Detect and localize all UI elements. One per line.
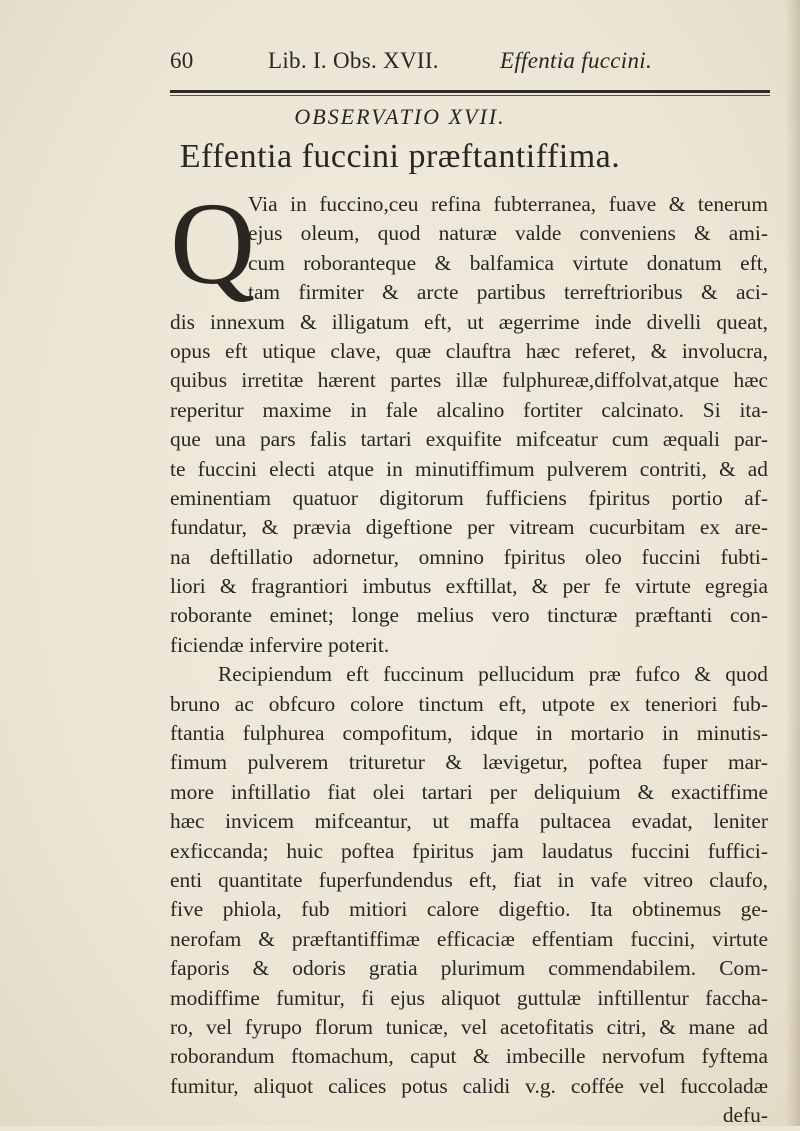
text-line: cum roboranteque & balfamica virtute donatum eft,: [248, 250, 768, 275]
text-line: tam firmiter & arcte partibus terreftrioribus & aci-: [248, 280, 768, 305]
text-line: modiffime fumitur, fi ejus aliquot guttulæ inftillentur faccha-: [170, 985, 768, 1010]
text-line: liori & fragrantiori imbutus exftillat, & per fe virtute egregia: [170, 574, 768, 599]
text-line: exficcanda; huic poftea fpiritus jam laudatus fuccini fuffici-: [170, 838, 768, 863]
running-head: [170, 48, 770, 88]
drop-cap: Q: [170, 178, 256, 309]
text-line: fumitur, aliquot calices potus calidi v.g. coffée vel fuccoladæ: [170, 1073, 768, 1098]
text-line: hæc invicem mifceantur, ut maffa pultacea evadat, leniter: [170, 809, 768, 834]
text-line: Recipiendum eft fuccinum pellucidum præ fufco & quod: [218, 662, 768, 687]
text-line: fundatur, & prævia digeftione per vitream cucurbitam ex are-: [170, 515, 768, 540]
text-line: te fuccini electi atque in minutiffimum pulverem contriti, & ad: [170, 456, 768, 481]
text-line: roborandum ftomachum, caput & imbecille nervofum fyftema: [170, 1044, 768, 1069]
running-title: Effentia fuccini.: [500, 48, 653, 73]
text-line: faporis & odoris gratia plurimum commendabilem. Com-: [170, 956, 768, 981]
text-line: na deftillatio adornetur, omnino fpiritus oleo fuccini fubti-: [170, 544, 768, 569]
header-rule-thin: [170, 95, 770, 96]
text-line: opus eft utique clave, quæ clauftra hæc referet, & involucra,: [170, 338, 768, 363]
body-text: [170, 178, 768, 1131]
text-line: dis innexum & illigatum eft, ut ægerrime inde divelli queat,: [170, 309, 768, 334]
text-line: ro, vel fyrupo florum tunicæ, vel acetofitatis citri, & mane ad: [170, 1014, 768, 1039]
text-line: quibus irretitæ hærent partes illæ fulphureæ,diffolvat,atque hæc: [170, 368, 768, 393]
book-observation-ref: Lib. I. Obs. XVII.: [268, 48, 439, 73]
text-line: ftantia fulphurea compofitum, idque in mortario in minutis-: [170, 721, 768, 746]
header-rule: [170, 90, 770, 93]
text-line: ficiendæ infervire poterit.: [170, 632, 390, 657]
section-title: Effentia fuccini præftantiffima.: [179, 138, 621, 175]
text-line: ejus oleum, quod naturæ valde conveniens & ami-: [248, 221, 768, 246]
text-line: fimum pulverem trituretur & lævigetur, poftea fuper mar-: [170, 750, 768, 775]
observation-heading: OBSERVATIO XVII.: [294, 104, 506, 129]
text-line: nerofam & præftantiffimæ efficaciæ effentiam fuccini, virtute: [170, 926, 768, 951]
text-line: que una pars falis tartari exquifite mifceatur cum æquali par-: [170, 427, 768, 452]
text-line: reperitur maxime in fale alcalino fortiter calcinato. Si ita-: [170, 397, 768, 422]
text-line: roborante eminet; longe melius vero tincturæ præftanti con-: [170, 603, 768, 628]
text-line: eminentiam quatuor digitorum fufficiens fpiritus portio af-: [170, 485, 768, 510]
text-line: bruno ac obfcuro colore tinctum eft, utpote ex teneriori fub-: [170, 691, 768, 716]
page-number: 60: [170, 48, 194, 73]
text-line: Via in fuccino,ceu refina fubterranea, fuave & tenerum: [248, 192, 768, 216]
text-line: enti quantitate fuperfundendus eft, fiat in vafe vitreo claufo,: [170, 867, 768, 892]
catchword: defu-: [722, 1103, 768, 1128]
text-line: more inftillatio fiat olei tartari per deliquium & exactiffime: [170, 779, 768, 804]
text-line: five phiola, fub mitiori calore digeftio. Ita obtinemus ge-: [170, 897, 768, 922]
